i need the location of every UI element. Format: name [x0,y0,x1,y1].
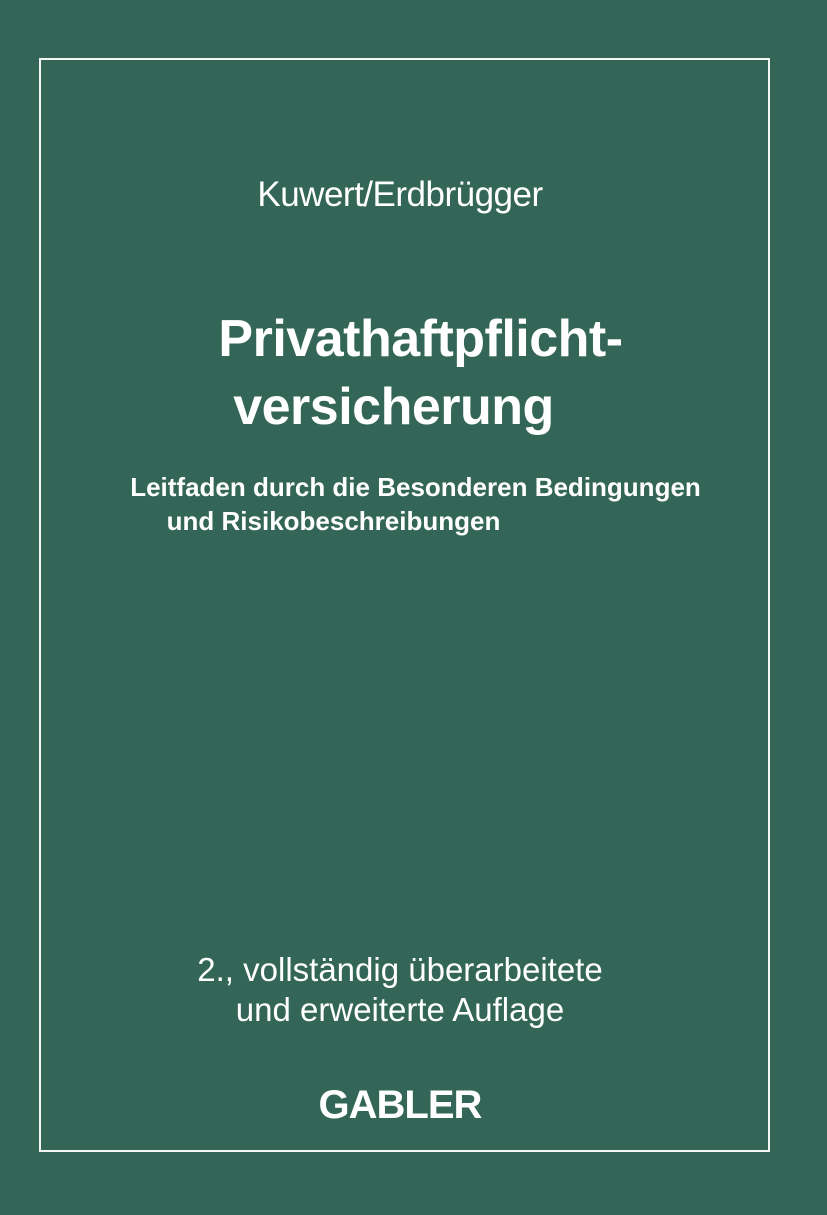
subtitle-line-1: Leitfaden durch die Besonderen Bedingungen [130,472,701,502]
book-subtitle [0,470,827,538]
title-line-1: Privathaftpflicht- [218,310,623,368]
publisher-logo: GABLER [318,1083,482,1127]
authors: Kuwert/Erdbrügger [257,175,543,214]
subtitle-line-2: und Risikobeschreibungen [166,506,501,536]
edition-line-2: und erweiterte Auflage [235,991,565,1028]
edition-line-1: 2., vollständig überarbeitete [197,951,603,988]
title-line-2: versicherung [233,378,554,436]
book-title [0,305,827,441]
edition-note [0,950,800,1030]
